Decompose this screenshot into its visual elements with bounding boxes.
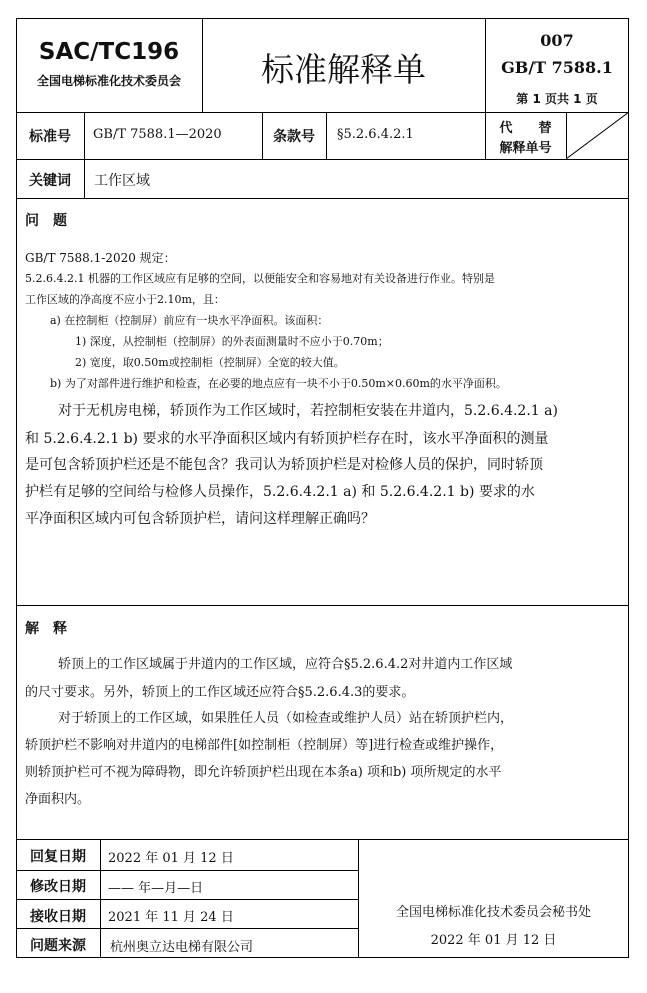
modify-date-value: —— 年—月—日	[108, 881, 204, 896]
rule-keyword-bottom	[16, 198, 629, 199]
question-line: 平净面积区域内可包含轿顶护栏，请问这样理解正确吗？	[25, 511, 375, 527]
rule-footer-1	[16, 870, 358, 871]
rule-footer-v1	[100, 839, 101, 958]
doc-title: 标准解释单	[261, 50, 426, 89]
rule-meta-bottom	[16, 159, 629, 160]
answer-line: 轿顶上的工作区域属于井道内的工作区域，应符合§5.2.6.4.2对井道内工作区域	[58, 657, 513, 672]
std-value: GB/T 7588.1—2020	[93, 127, 222, 142]
replace-label-2: 解释单号	[499, 141, 552, 156]
question-line: b) 为了对部件进行维护和检查，在必要的地点应有一块不小于0.50m×0.60m的水平净面积。	[50, 377, 507, 390]
std-label: 标准号	[29, 129, 71, 145]
answer-heading: 解 释	[25, 621, 67, 637]
question-line: a) 在控制柜（控制屏）前应有一块水平净面积。该面积：	[50, 314, 329, 327]
rule-question-bottom	[16, 605, 629, 606]
receive-date-value: 2021 年 11 月 24 日	[108, 910, 234, 925]
reply-date-value: 2022 年 01 月 12 日	[108, 851, 234, 866]
reply-date-label: 回复日期	[30, 849, 86, 865]
keyword-value: 工作区域	[94, 173, 150, 189]
receive-date-label: 接收日期	[30, 909, 86, 925]
source-label: 问题来源	[30, 938, 86, 954]
modify-date-label: 修改日期	[30, 879, 86, 895]
question-line: 2) 宽度，取0.50m或控制柜（控制屏）全宽的较大值。	[75, 356, 345, 369]
answer-line: 对于轿顶上的工作区域，如果胜任人员（如检查或维护人员）站在轿顶护栏内，	[58, 711, 514, 726]
question-line: 1) 深度，从控制柜（控制屏）的外表面测量时不应小于0.70m；	[75, 335, 389, 348]
clause-label: 条款号	[273, 129, 315, 145]
clause-value: §5.2.6.4.2.1	[337, 127, 414, 142]
rule-answer-bottom	[16, 839, 629, 840]
question-line: 是可包含轿顶护栏还是不能包含？我司认为轿顶护栏是对检修人员的保护，同时轿顶	[25, 457, 543, 473]
rule-meta-v3	[326, 112, 327, 159]
question-heading: 问 题	[25, 213, 67, 229]
question-line: GB/T 7588.1-2020 规定：	[25, 251, 176, 265]
answer-line: 则轿顶护栏可不视为障碍物，即允许轿顶护栏出现在本条a) 项和b) 项所规定的水平	[25, 765, 502, 780]
question-line: 5.2.6.4.2.1 机器的工作区域应有足够的空间，以便能安全和容易地对有关设备进行作业。特别是	[25, 272, 495, 285]
page-info: 第 1 页共 1 页	[516, 92, 598, 106]
answer-line: 轿顶护栏不影响对井道内的电梯部件[如控制柜（控制屏）等]进行检查或维护操作，	[25, 738, 504, 753]
rule-header-bottom	[16, 112, 629, 113]
org-name: 全国电梯标准化技术委员会	[36, 74, 181, 88]
org-code: SAC/TC196	[38, 39, 180, 65]
question-line: 和 5.2.6.4.2.1 b) 要求的水平净面积区域内有轿顶护栏存在时，该水平净面积的测量	[25, 431, 549, 447]
question-line: 对于无机房电梯，轿顶作为工作区域时，若控制柜安装在井道内，5.2.6.4.2.1 a)	[58, 403, 558, 419]
rule-footer-3	[16, 928, 358, 929]
answer-line: 净面积内。	[25, 792, 91, 807]
question-line: 工作区域的净高度不应小于2.10m，且：	[25, 293, 225, 306]
empty-cell-diagonal	[566, 112, 629, 159]
rule-meta-v1	[84, 112, 85, 198]
answer-line: 的尺寸要求。另外，轿顶上的工作区域还应符合§5.2.6.4.3的要求。	[25, 685, 415, 700]
doc-standard: GB/T 7588.1	[501, 58, 613, 77]
question-line: 护栏有足够的空间给与检修人员操作，5.2.6.4.2.1 a) 和 5.2.6.4.2.1 b) 要求的水	[25, 484, 535, 500]
rule-footer-2	[16, 899, 358, 900]
source-value: 杭州奥立达电梯有限公司	[110, 940, 254, 955]
keyword-label: 关键词	[29, 173, 71, 189]
issuer-name: 全国电梯标准化技术委员会秘书处	[395, 905, 591, 920]
issue-date: 2022 年 01 月 12 日	[430, 933, 557, 948]
replace-label-1: 代 替	[499, 121, 552, 136]
doc-number: 007	[540, 31, 574, 50]
